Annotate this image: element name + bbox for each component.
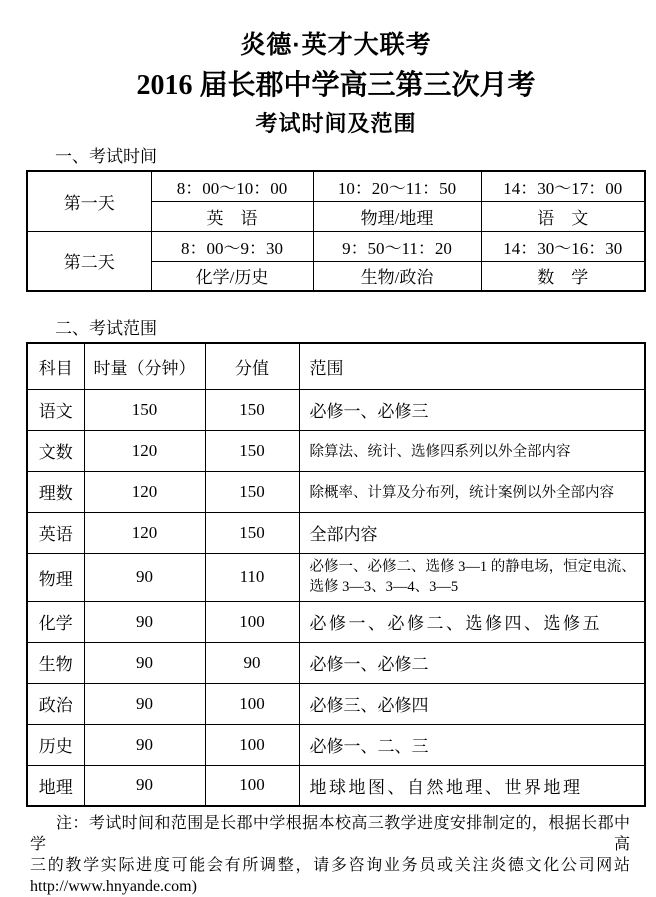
scope-cell: 必修三、必修四 xyxy=(299,683,645,724)
duration-cell: 120 xyxy=(84,512,205,553)
session-subject: 化学/历史 xyxy=(151,261,313,291)
page-title: 2016 届长郡中学高三第三次月考 xyxy=(136,70,536,101)
session-time: 10：20～11：50 xyxy=(313,171,481,201)
duration-cell: 150 xyxy=(84,389,205,430)
subject-cell: 生物 xyxy=(27,642,84,683)
table-row xyxy=(27,231,645,261)
subject-cell: 物理 xyxy=(27,553,84,601)
subject-cell: 文数 xyxy=(27,430,84,471)
duration-cell: 90 xyxy=(84,683,205,724)
column-header-scope: 范围 xyxy=(299,343,645,389)
score-cell: 150 xyxy=(205,430,299,471)
day-label: 第一天 xyxy=(27,171,151,231)
score-cell: 90 xyxy=(205,642,299,683)
column-header-score: 分值 xyxy=(205,343,299,389)
exam-time-table xyxy=(26,170,646,292)
score-cell: 150 xyxy=(205,471,299,512)
subject-cell: 语文 xyxy=(27,389,84,430)
column-header-subject: 科目 xyxy=(27,343,84,389)
duration-cell: 120 xyxy=(84,471,205,512)
score-cell: 100 xyxy=(205,724,299,765)
table-row xyxy=(27,171,645,201)
score-cell: 100 xyxy=(205,765,299,806)
subject-cell: 历史 xyxy=(27,724,84,765)
subject-cell: 政治 xyxy=(27,683,84,724)
score-cell: 110 xyxy=(205,553,299,601)
scope-cell: 除概率、计算及分布列，统计案例以外全部内容 xyxy=(299,471,645,512)
session-time: 8：00～10：00 xyxy=(151,171,313,201)
section-exam-scope-heading: 二、考试范围 xyxy=(55,319,157,338)
session-subject: 语 文 xyxy=(481,201,645,231)
table-row xyxy=(27,430,645,471)
footer-note xyxy=(30,813,630,897)
duration-cell: 120 xyxy=(84,430,205,471)
subject-cell: 理数 xyxy=(27,471,84,512)
session-time: 14：30～17：00 xyxy=(481,171,645,201)
session-subject: 数 学 xyxy=(481,261,645,291)
page-subtitle: 考试时间及范围 xyxy=(255,111,417,136)
table-row xyxy=(27,601,645,642)
score-cell: 100 xyxy=(205,601,299,642)
duration-cell: 90 xyxy=(84,601,205,642)
subject-cell: 地理 xyxy=(27,765,84,806)
table-row xyxy=(27,642,645,683)
session-time: 9：50～11：20 xyxy=(313,231,481,261)
scope-cell: 必修一、必修三 xyxy=(299,389,645,430)
score-cell: 100 xyxy=(205,683,299,724)
subject-cell: 化学 xyxy=(27,601,84,642)
table-row xyxy=(27,389,645,430)
table-row xyxy=(27,765,645,806)
brand-title: 炎德·英才大联考 xyxy=(240,31,432,59)
duration-cell: 90 xyxy=(84,642,205,683)
session-time: 14：30～16：30 xyxy=(481,231,645,261)
score-cell: 150 xyxy=(205,512,299,553)
score-cell: 150 xyxy=(205,389,299,430)
duration-cell: 90 xyxy=(84,724,205,765)
session-subject: 英 语 xyxy=(151,201,313,231)
scope-cell: 必修一、必修二 xyxy=(299,642,645,683)
day-label: 第二天 xyxy=(27,231,151,291)
duration-cell: 90 xyxy=(84,553,205,601)
document-page xyxy=(26,30,646,897)
footer-note-url: http://www.hnyande.com) xyxy=(30,878,197,895)
session-time: 8：00～9：30 xyxy=(151,231,313,261)
scope-cell: 必修一、必修二、选修 3—1 的静电场，恒定电流、选修 3—3、3—4、3—5 xyxy=(299,553,645,601)
scope-cell: 必修一、必修二、选修四、选修五 xyxy=(299,601,645,642)
subject-cell: 英语 xyxy=(27,512,84,553)
footer-note-line: 三的教学实际进度可能会有所调整，请多咨询业务员或关注炎德文化公司网站 xyxy=(30,857,630,874)
footer-note-line: 注：考试时间和范围是长郡中学根据本校高三教学进度安排制定的，根据长郡中学高 xyxy=(30,815,630,853)
scope-cell: 全部内容 xyxy=(299,512,645,553)
table-row xyxy=(27,512,645,553)
duration-cell: 90 xyxy=(84,765,205,806)
section-exam-time-heading: 一、考试时间 xyxy=(55,147,157,166)
scope-cell: 必修一、二、三 xyxy=(299,724,645,765)
scope-cell: 除算法、统计、选修四系列以外全部内容 xyxy=(299,430,645,471)
table-row xyxy=(27,553,645,601)
exam-scope-table xyxy=(26,342,646,807)
column-header-duration: 时量（分钟） xyxy=(84,343,205,389)
session-subject: 生物/政治 xyxy=(313,261,481,291)
table-row xyxy=(27,724,645,765)
scope-cell: 地球地图、自然地理、世界地理 xyxy=(299,765,645,806)
table-row xyxy=(27,683,645,724)
session-subject: 物理/地理 xyxy=(313,201,481,231)
table-row xyxy=(27,471,645,512)
table-header-row xyxy=(27,343,645,389)
